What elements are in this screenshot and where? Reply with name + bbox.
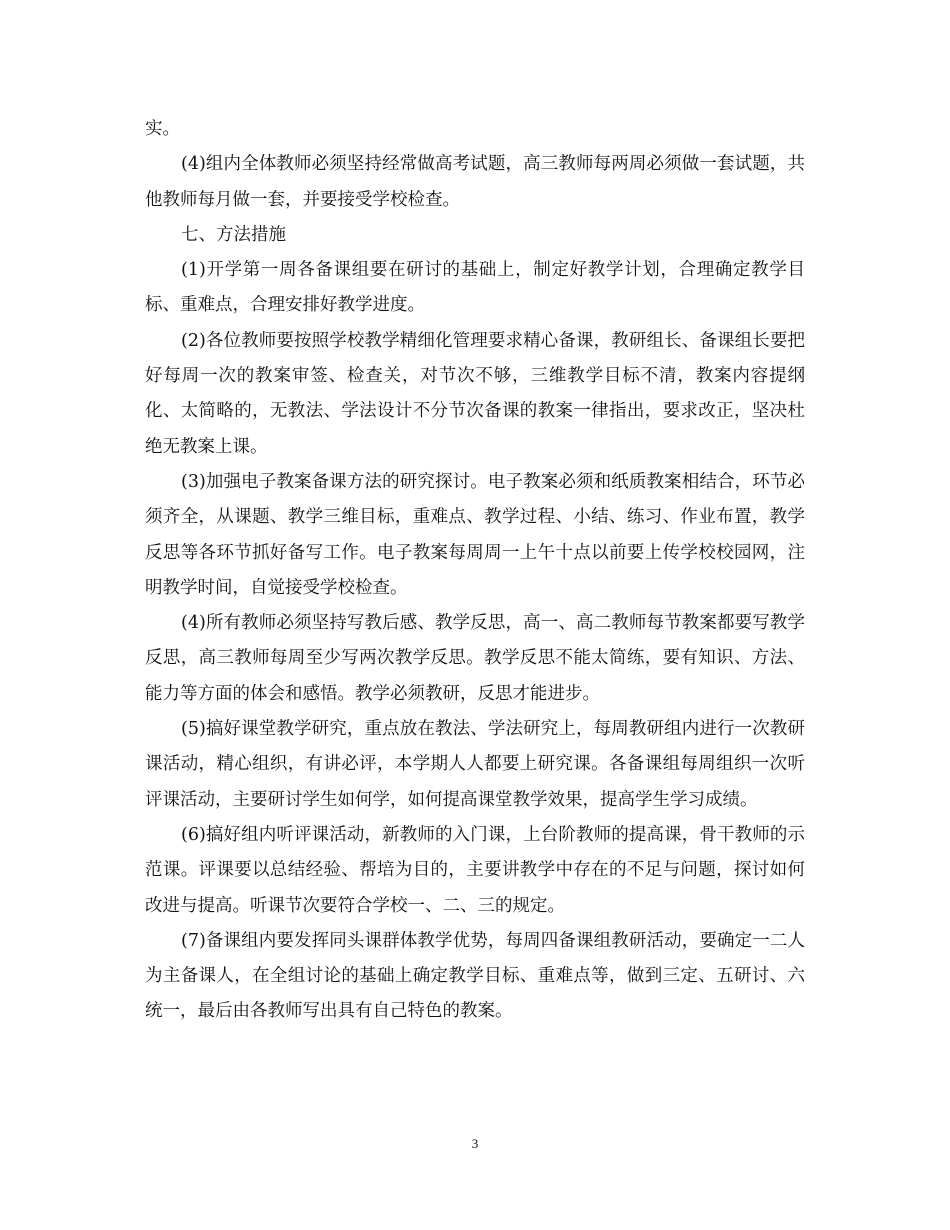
paragraph-item-4: (4)所有教师必须坚持写教后感、教学反思，高一、高二教师每节教案都要写教学反思，高三教师每周至少写两次教学反思。教学反思不能太简练，要有知识、方法、能力等方面的体会和感悟。教学必须教研，反思才能进步。 [145,613,805,704]
paragraph-item-5: (5)搞好课堂教学研究，重点放在教法、学法研究上，每周教研组内进行一次教研课活动，精心组织，有讲必评，本学期人人都要上研究课。各备课组每周组织一次听评课活动，主要研讨学生如何学，如何提高课堂教学效果，提高学生学习成绩。 [145,719,805,810]
paragraph-item-7: (7)备课组内要发挥同头课群体教学优势，每周四备课组教研活动，要确定一二人为主备课人，在全组讨论的基础上确定教学目标、重难点等，做到三定、五研讨、六统一，最后由各教师写出具有自己特色的教案。 [145,930,805,1022]
paragraph-item-4-exam-practice: (4)组内全体教师必须坚持经常做高考试题，高三教师每两周必须做一套试题，共他教师每月做一套，并要接受学校检查。 [145,154,805,210]
paragraph-item-6: (6)搞好组内听评课活动，新教师的入门课，上台阶教师的提高课，骨干教师的示范课。评课要以总结经验、帮培为目的，主要讲教学中存在的不足与问题，探讨如何改进与提高。听课节次要符合学校一、二、三的规定。 [145,824,805,916]
section-heading-methods: 七、方法措施 [181,224,286,245]
paragraph-item-3: (3)加强电子教案备课方法的研究探讨。电子教案必须和纸质教案相结合，环节必须齐全，从课题、教学三维目标，重难点、教学过程、小结、练习、作业布置，教学反思等各环节抓好备写工作。电子教案每周周一上午十点以前要上传学校校园网，注明教学时间，自觉接受学校检查。 [145,471,805,598]
document-body [145,112,805,1030]
page-number: 3 [471,1136,479,1151]
paragraph-continuation: 实。 [145,119,180,139]
paragraph-item-2: (2)各位教师要按照学校教学精细化管理要求精心备课，教研组长、备课组长要把好每周一次的教案审签、检查关，对节次不够，三维教学目标不清，教案内容提纲化、太简略的，无教法、学法设计不分节次备课的教案一律指出，要求改正，坚决杜绝无教案上课。 [145,330,805,457]
paragraph-item-1: (1)开学第一周各备课组要在研讨的基础上，制定好教学计划，合理确定教学目标、重难点，合理安排好教学进度。 [145,260,805,316]
